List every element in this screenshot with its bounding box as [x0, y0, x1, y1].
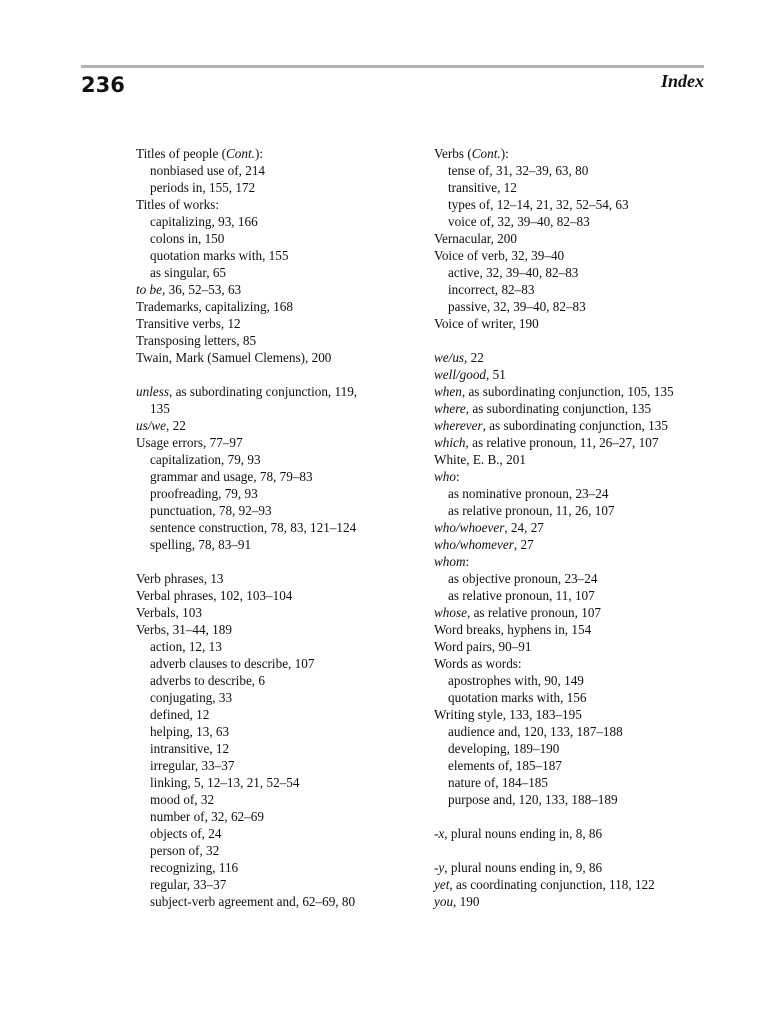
index-entry: Word breaks, hyphens in, 154 [434, 622, 592, 637]
index-subentry: elements of, 185–187 [448, 758, 562, 773]
index-entry: when, as subordinating conjunction, 105, 135 [434, 384, 674, 399]
index-subentry: recognizing, 116 [150, 860, 239, 875]
index-entry: Voice of writer, 190 [434, 316, 539, 331]
index-entry: unless, as subordinating conjunction, 119, [136, 384, 358, 399]
index-entry: we/us, 22 [434, 350, 484, 365]
index-subentry: as objective pronoun, 23–24 [448, 571, 598, 586]
index-entry: Transitive verbs, 12 [136, 316, 241, 331]
index-entry: Verbal phrases, 102, 103–104 [136, 588, 293, 603]
index-subentry: as relative pronoun, 11, 26, 107 [448, 503, 615, 518]
index-entry: us/we, 22 [136, 418, 186, 433]
index-subentry: active, 32, 39–40, 82–83 [448, 265, 579, 280]
index-entry: Words as words: [434, 656, 522, 671]
index-entry: Twain, Mark (Samuel Clemens), 200 [136, 350, 332, 365]
entry-gap [136, 366, 421, 383]
index-column-right [434, 145, 719, 910]
index-entry: Trademarks, capitalizing, 168 [136, 299, 293, 314]
index-entry: which, as relative pronoun, 11, 26–27, 107 [434, 435, 659, 450]
entry-gap [136, 553, 421, 570]
running-head: Index [660, 71, 704, 91]
index-entry: White, E. B., 201 [434, 452, 526, 467]
index-subentry: tense of, 31, 32–39, 63, 80 [448, 163, 589, 178]
index-subentry: quotation marks with, 155 [150, 248, 289, 263]
index-subentry: irregular, 33–37 [150, 758, 235, 773]
page-number: 236 [81, 73, 125, 97]
index-entry-continuation: 135 [150, 401, 170, 416]
index-entry: Titles of works: [136, 197, 220, 212]
index-subentry: regular, 33–37 [150, 877, 227, 892]
index-entry: whom: [434, 554, 470, 569]
index-subentry: as relative pronoun, 11, 107 [448, 588, 595, 603]
index-entry: Usage errors, 77–97 [136, 435, 243, 450]
index-entry: Verbals, 103 [136, 605, 202, 620]
index-subentry: passive, 32, 39–40, 82–83 [448, 299, 586, 314]
index-subentry: objects of, 24 [150, 826, 222, 841]
index-subentry: transitive, 12 [448, 180, 517, 195]
index-entry: wherever, as subordinating conjunction, 135 [434, 418, 668, 433]
index-entry: who: [434, 469, 460, 484]
index-entry: Vernacular, 200 [434, 231, 517, 246]
index-subentry: linking, 5, 12–13, 21, 52–54 [150, 775, 300, 790]
header-rule [81, 65, 704, 68]
index-entry: where, as subordinating conjunction, 135 [434, 401, 652, 416]
index-entry: Verb phrases, 13 [136, 571, 224, 586]
index-subentry: action, 12, 13 [150, 639, 222, 654]
index-subentry: types of, 12–14, 21, 32, 52–54, 63 [448, 197, 629, 212]
index-subentry: defined, 12 [150, 707, 210, 722]
index-subentry: punctuation, 78, 92–93 [150, 503, 272, 518]
index-subentry: conjugating, 33 [150, 690, 233, 705]
index-entry: Transposing letters, 85 [136, 333, 257, 348]
index-subentry: capitalization, 79, 93 [150, 452, 261, 467]
index-subentry: person of, 32 [150, 843, 220, 858]
index-subentry: subject-verb agreement and, 62–69, 80 [150, 894, 356, 909]
index-entry: -x, plural nouns ending in, 8, 86 [434, 826, 603, 841]
index-subentry: nature of, 184–185 [448, 775, 548, 790]
index-entry: whose, as relative pronoun, 107 [434, 605, 602, 620]
index-subentry: capitalizing, 93, 166 [150, 214, 258, 229]
index-subentry: helping, 13, 63 [150, 724, 230, 739]
index-subentry: periods in, 155, 172 [150, 180, 256, 195]
index-subentry: sentence construction, 78, 83, 121–124 [150, 520, 357, 535]
index-entry: Verbs, 31–44, 189 [136, 622, 232, 637]
index-subentry: adverbs to describe, 6 [150, 673, 265, 688]
index-entry: Word pairs, 90–91 [434, 639, 532, 654]
index-subentry: mood of, 32 [150, 792, 215, 807]
index-subentry: nonbiased use of, 214 [150, 163, 266, 178]
index-entry: Writing style, 133, 183–195 [434, 707, 582, 722]
entry-gap [434, 332, 719, 349]
index-entry: Verbs (Cont.): [434, 146, 509, 161]
index-subentry: audience and, 120, 133, 187–188 [448, 724, 623, 739]
index-subentry: developing, 189–190 [448, 741, 560, 756]
index-entry: you, 190 [434, 894, 480, 909]
index-subentry: number of, 32, 62–69 [150, 809, 264, 824]
index-subentry: adverb clauses to describe, 107 [150, 656, 315, 671]
index-subentry: apostrophes with, 90, 149 [448, 673, 584, 688]
index-subentry: intransitive, 12 [150, 741, 230, 756]
index-subentry: as nominative pronoun, 23–24 [448, 486, 609, 501]
index-column-left [136, 145, 421, 910]
index-subentry: voice of, 32, 39–40, 82–83 [448, 214, 590, 229]
index-entry: well/good, 51 [434, 367, 506, 382]
index-entry: yet, as coordinating conjunction, 118, 122 [434, 877, 655, 892]
index-subentry: quotation marks with, 156 [448, 690, 587, 705]
index-subentry: purpose and, 120, 133, 188–189 [448, 792, 618, 807]
entry-gap [434, 808, 719, 825]
index-entry: -y, plural nouns ending in, 9, 86 [434, 860, 603, 875]
index-subentry: incorrect, 82–83 [448, 282, 535, 297]
index-subentry: proofreading, 79, 93 [150, 486, 258, 501]
index-subentry: grammar and usage, 78, 79–83 [150, 469, 313, 484]
entry-gap [434, 842, 719, 859]
index-subentry: spelling, 78, 83–91 [150, 537, 252, 552]
index-entry: who/whoever, 24, 27 [434, 520, 544, 535]
index-entry: to be, 36, 52–53, 63 [136, 282, 242, 297]
index-entry: Voice of verb, 32, 39–40 [434, 248, 565, 263]
index-entry: Titles of people (Cont.): [136, 146, 264, 161]
index-entry: who/whomever, 27 [434, 537, 534, 552]
index-subentry: colons in, 150 [150, 231, 225, 246]
index-subentry: as singular, 65 [150, 265, 227, 280]
